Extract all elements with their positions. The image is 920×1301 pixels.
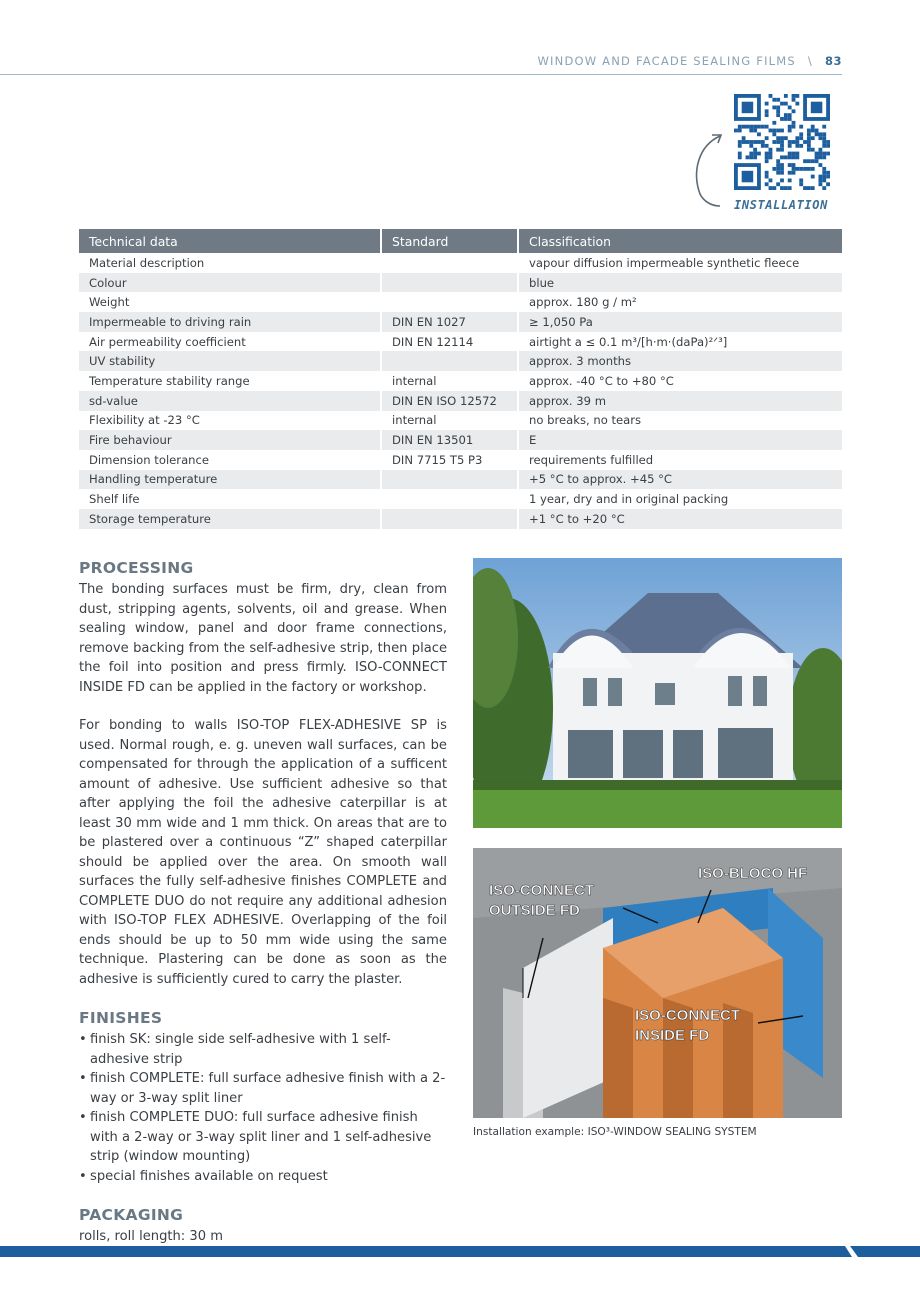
list-item: • finish COMPLETE: full surface adhesive finish with a 2-way or 3-way split liner [79, 1069, 447, 1108]
header-separator: \ [807, 54, 813, 68]
cell-technical-data: Weight [89, 295, 130, 310]
label-inside-fd: INSIDE FD [635, 1027, 710, 1044]
cell-technical-data: Fire behaviour [79, 430, 381, 450]
table-row [79, 273, 842, 293]
cell-standard [381, 253, 518, 273]
table-row [79, 430, 842, 450]
table-row [79, 489, 842, 509]
cell-classification: 1 year, dry and in original packing [518, 489, 842, 509]
column-header-classification: Classification [518, 229, 842, 253]
technical-data-table [79, 229, 842, 529]
cell-technical-data: Impermeable to driving rain [79, 312, 381, 332]
diagram-caption: Installation example: ISO³-WINDOW SEALING SYSTEM [473, 1126, 757, 1138]
page-number: 83 [824, 54, 842, 68]
cell-classification: ≥ 1,050 Pa [518, 312, 842, 332]
cell-standard [381, 489, 518, 509]
cell-classification: E [518, 430, 842, 450]
list-item: • finish COMPLETE DUO: full surface adhesive finish with a 2-way or 3-way split liner and 1 self-adhesive strip (window mounting) [79, 1108, 447, 1167]
cell-classification: vapour diffusion impermeable synthetic fleece [518, 253, 842, 273]
table-row [79, 253, 842, 273]
processing-paragraph-2: For bonding to walls ISO-TOP FLEX-ADHESIVE SP is used. Normal rough, e. g. uneven wall surfaces, can be compensated for through the application of a sufficent amount of adhesive. Use sufficient adhesive so that after applying the foil the adhesive caterpillar is at least 30 mm wide and 1 mm thick. On areas that are to be plastered over a continuous “Z” shaped caterpillar should be applied over the area. On smooth wall surfaces the fully self-adhesive finishes COMPLETE and COMPLETE DUO do not require any additional adhesion with ISO-TOP FLEX ADHESIVE. Overlapping of the foil ends should be up to 50 mm wide using the same technique. Plastering can be done as soon as the adhesive is sufficiently cured to carry the plaster. [79, 718, 447, 987]
table-row [79, 332, 842, 352]
table-row [79, 292, 842, 312]
label-iso-bloco: ISO-BLOCO HF [698, 865, 808, 882]
cell-standard [381, 273, 518, 293]
qr-label: INSTALLATION [734, 198, 828, 212]
footer-bar [0, 1246, 920, 1257]
cell-technical-data: Handling temperature [79, 470, 381, 490]
cell-classification: approx. 180 g / m² [518, 292, 842, 312]
cell-classification: approx. 3 months [518, 351, 842, 371]
cell-standard [381, 292, 518, 312]
text-column [79, 558, 447, 1247]
cell-classification: blue [518, 273, 842, 293]
finishes-list [79, 1030, 447, 1186]
cell-technical-data: Air permeability coefficient [89, 334, 246, 349]
qr-code[interactable] [734, 94, 830, 190]
cell-classification: approx. 39 m [518, 391, 842, 411]
processing-heading: PROCESSING [79, 559, 194, 577]
cell-standard: DIN EN 12114 [381, 332, 518, 352]
table-row [79, 470, 842, 490]
installation-diagram [473, 848, 842, 1118]
cell-standard: DIN EN 1027 [381, 312, 518, 332]
label-iso-connect-outside: ISO-CONNECT [489, 882, 594, 899]
cell-technical-data: Shelf life [89, 492, 140, 507]
label-iso-connect-inside: ISO-CONNECT [635, 1007, 740, 1024]
cell-technical-data: Material description [89, 255, 205, 270]
cell-standard [381, 470, 518, 490]
table-row [79, 351, 842, 371]
cell-standard: internal [381, 411, 518, 431]
table-row [79, 371, 842, 391]
table-header-row [79, 229, 842, 253]
list-item: • special finishes available on request [79, 1167, 447, 1187]
qr-code-block [690, 92, 840, 217]
table-row [79, 312, 842, 332]
cell-technical-data: Colour [79, 273, 381, 293]
cell-technical-data: Flexibility at -23 °C [89, 413, 200, 428]
cell-technical-data: sd-value [79, 391, 381, 411]
cell-classification: requirements fulfilled [518, 450, 842, 470]
finishes-heading: FINISHES [79, 1009, 163, 1027]
header-text [537, 54, 842, 68]
house-photo [473, 558, 842, 828]
table-row [79, 391, 842, 411]
cell-standard: DIN EN ISO 12572 [381, 391, 518, 411]
cell-classification: approx. -40 °C to +80 °C [518, 371, 842, 391]
cell-standard: DIN 7715 T5 P3 [381, 450, 518, 470]
label-outside-fd: OUTSIDE FD [489, 902, 580, 919]
cell-technical-data: Dimension tolerance [89, 452, 210, 467]
cell-classification: no breaks, no tears [518, 411, 842, 431]
cell-standard [381, 351, 518, 371]
cell-technical-data: Temperature stability range [89, 373, 250, 388]
cell-standard: internal [381, 371, 518, 391]
header-rule [0, 74, 842, 75]
cell-classification: airtight a ≤ 0.1 m³/[h·m·(daPa)²ᐟ³] [518, 332, 842, 352]
cell-technical-data: UV stability [79, 351, 381, 371]
table-row [79, 450, 842, 470]
packaging-heading: PACKAGING [79, 1206, 184, 1224]
table-row [79, 411, 842, 431]
cell-standard: DIN EN 13501 [381, 430, 518, 450]
cell-technical-data: Storage temperature [79, 509, 381, 529]
column-header-standard: Standard [381, 229, 518, 253]
packaging-text: rolls, roll length: 30 m [79, 1229, 223, 1244]
table-row [79, 509, 842, 529]
cell-classification: +1 °C to +20 °C [518, 509, 842, 529]
processing-paragraph-1: The bonding surfaces must be firm, dry, clean from dust, stripping agents, solvents, oil and grease. When sealing window, panel and door frame connections, remove backing from the self-adhesive strip, then place the foil into position and press firmly. ISO-CONNECT INSIDE FD can be applied in the factory or workshop. [79, 582, 447, 695]
curved-arrow-icon [690, 132, 730, 212]
cell-classification: +5 °C to approx. +45 °C [518, 470, 842, 490]
page-header [0, 54, 920, 76]
column-header-technical-data: Technical data [79, 229, 381, 253]
list-item: • finish SK: single side self-adhesive with 1 self-adhesive strip [79, 1030, 447, 1069]
header-title: WINDOW AND FACADE SEALING FILMS [537, 54, 796, 68]
cell-standard [381, 509, 518, 529]
